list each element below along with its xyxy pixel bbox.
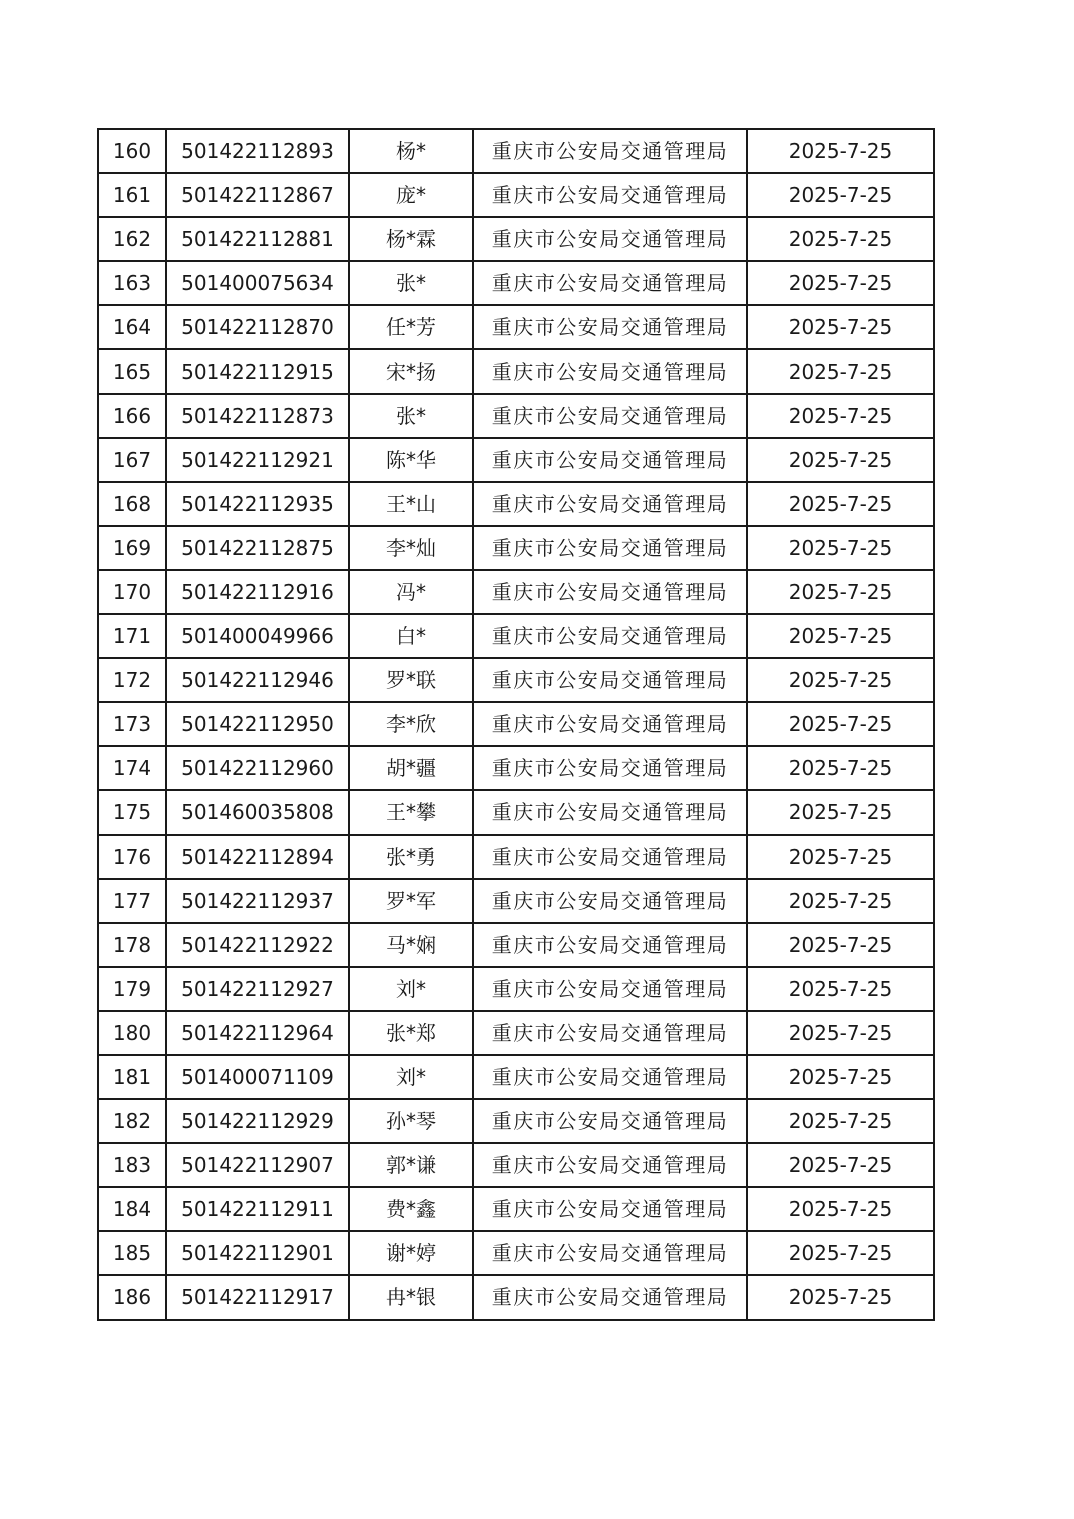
organization-cell: 重庆市公安局交通管理局: [473, 217, 747, 261]
table-row: [98, 349, 934, 393]
date-cell: 2025-7-25: [747, 482, 934, 526]
record-number-cell: 501422112935: [166, 482, 349, 526]
row-index-cell: 180: [98, 1011, 166, 1055]
organization-cell: 重庆市公安局交通管理局: [473, 1187, 747, 1231]
row-index-cell: 162: [98, 217, 166, 261]
table-row: [98, 1055, 934, 1099]
record-number-cell: 501422112960: [166, 746, 349, 790]
date-cell: 2025-7-25: [747, 394, 934, 438]
table-row: [98, 261, 934, 305]
organization-cell: 重庆市公安局交通管理局: [473, 349, 747, 393]
row-index-cell: 184: [98, 1187, 166, 1231]
organization-cell: 重庆市公安局交通管理局: [473, 1231, 747, 1275]
person-name-cell: 张*勇: [349, 835, 473, 879]
date-cell: 2025-7-25: [747, 923, 934, 967]
row-index-cell: 166: [98, 394, 166, 438]
organization-cell: 重庆市公安局交通管理局: [473, 746, 747, 790]
date-cell: 2025-7-25: [747, 526, 934, 570]
record-number-cell: 501422112867: [166, 173, 349, 217]
row-index-cell: 165: [98, 349, 166, 393]
date-cell: 2025-7-25: [747, 790, 934, 834]
record-number-cell: 501400075634: [166, 261, 349, 305]
table-row: [98, 438, 934, 482]
table-row: [98, 923, 934, 967]
record-number-cell: 501422112901: [166, 1231, 349, 1275]
organization-cell: 重庆市公安局交通管理局: [473, 438, 747, 482]
row-index-cell: 160: [98, 129, 166, 173]
records-table: [97, 128, 935, 1321]
row-index-cell: 173: [98, 702, 166, 746]
record-number-cell: 501422112873: [166, 394, 349, 438]
table-row: [98, 614, 934, 658]
table-row: [98, 1231, 934, 1275]
record-number-cell: 501460035808: [166, 790, 349, 834]
organization-cell: 重庆市公安局交通管理局: [473, 1055, 747, 1099]
record-number-cell: 501422112916: [166, 570, 349, 614]
organization-cell: 重庆市公安局交通管理局: [473, 394, 747, 438]
person-name-cell: 王*山: [349, 482, 473, 526]
record-number-cell: 501422112929: [166, 1099, 349, 1143]
row-index-cell: 176: [98, 835, 166, 879]
date-cell: 2025-7-25: [747, 614, 934, 658]
record-number-cell: 501422112881: [166, 217, 349, 261]
person-name-cell: 刘*: [349, 1055, 473, 1099]
person-name-cell: 张*: [349, 394, 473, 438]
table-row: [98, 967, 934, 1011]
record-number-cell: 501422112921: [166, 438, 349, 482]
row-index-cell: 181: [98, 1055, 166, 1099]
row-index-cell: 183: [98, 1143, 166, 1187]
row-index-cell: 182: [98, 1099, 166, 1143]
record-number-cell: 501422112964: [166, 1011, 349, 1055]
date-cell: 2025-7-25: [747, 570, 934, 614]
person-name-cell: 任*芳: [349, 305, 473, 349]
date-cell: 2025-7-25: [747, 879, 934, 923]
record-number-cell: 501422112870: [166, 305, 349, 349]
row-index-cell: 164: [98, 305, 166, 349]
person-name-cell: 庞*: [349, 173, 473, 217]
record-number-cell: 501422112946: [166, 658, 349, 702]
person-name-cell: 冉*银: [349, 1275, 473, 1319]
person-name-cell: 罗*军: [349, 879, 473, 923]
organization-cell: 重庆市公安局交通管理局: [473, 1099, 747, 1143]
person-name-cell: 宋*扬: [349, 349, 473, 393]
date-cell: 2025-7-25: [747, 349, 934, 393]
record-number-cell: 501422112893: [166, 129, 349, 173]
table-row: [98, 129, 934, 173]
organization-cell: 重庆市公安局交通管理局: [473, 129, 747, 173]
row-index-cell: 178: [98, 923, 166, 967]
table-row: [98, 394, 934, 438]
table-row: [98, 570, 934, 614]
organization-cell: 重庆市公安局交通管理局: [473, 261, 747, 305]
record-number-cell: 501422112911: [166, 1187, 349, 1231]
organization-cell: 重庆市公安局交通管理局: [473, 1275, 747, 1319]
person-name-cell: 冯*: [349, 570, 473, 614]
organization-cell: 重庆市公安局交通管理局: [473, 658, 747, 702]
record-number-cell: 501422112922: [166, 923, 349, 967]
date-cell: 2025-7-25: [747, 835, 934, 879]
row-index-cell: 172: [98, 658, 166, 702]
table-row: [98, 1275, 934, 1319]
person-name-cell: 谢*婷: [349, 1231, 473, 1275]
table-row: [98, 482, 934, 526]
organization-cell: 重庆市公安局交通管理局: [473, 1143, 747, 1187]
record-number-cell: 501422112917: [166, 1275, 349, 1319]
table-row: [98, 1143, 934, 1187]
record-number-cell: 501422112927: [166, 967, 349, 1011]
date-cell: 2025-7-25: [747, 1231, 934, 1275]
table-row: [98, 173, 934, 217]
person-name-cell: 张*郑: [349, 1011, 473, 1055]
table-row: [98, 746, 934, 790]
date-cell: 2025-7-25: [747, 261, 934, 305]
person-name-cell: 胡*疆: [349, 746, 473, 790]
row-index-cell: 179: [98, 967, 166, 1011]
person-name-cell: 孙*琴: [349, 1099, 473, 1143]
table-row: [98, 1187, 934, 1231]
table-row: [98, 526, 934, 570]
organization-cell: 重庆市公安局交通管理局: [473, 879, 747, 923]
person-name-cell: 马*娴: [349, 923, 473, 967]
organization-cell: 重庆市公安局交通管理局: [473, 923, 747, 967]
row-index-cell: 185: [98, 1231, 166, 1275]
date-cell: 2025-7-25: [747, 1143, 934, 1187]
table-row: [98, 835, 934, 879]
date-cell: 2025-7-25: [747, 1055, 934, 1099]
person-name-cell: 罗*联: [349, 658, 473, 702]
person-name-cell: 刘*: [349, 967, 473, 1011]
organization-cell: 重庆市公安局交通管理局: [473, 305, 747, 349]
record-number-cell: 501400049966: [166, 614, 349, 658]
person-name-cell: 郭*谦: [349, 1143, 473, 1187]
date-cell: 2025-7-25: [747, 173, 934, 217]
row-index-cell: 163: [98, 261, 166, 305]
date-cell: 2025-7-25: [747, 1011, 934, 1055]
person-name-cell: 李*欣: [349, 702, 473, 746]
person-name-cell: 王*攀: [349, 790, 473, 834]
row-index-cell: 175: [98, 790, 166, 834]
row-index-cell: 174: [98, 746, 166, 790]
record-number-cell: 501422112875: [166, 526, 349, 570]
table-row: [98, 790, 934, 834]
date-cell: 2025-7-25: [747, 658, 934, 702]
organization-cell: 重庆市公安局交通管理局: [473, 702, 747, 746]
record-number-cell: 501422112894: [166, 835, 349, 879]
row-index-cell: 169: [98, 526, 166, 570]
organization-cell: 重庆市公安局交通管理局: [473, 526, 747, 570]
row-index-cell: 168: [98, 482, 166, 526]
date-cell: 2025-7-25: [747, 305, 934, 349]
row-index-cell: 161: [98, 173, 166, 217]
person-name-cell: 陈*华: [349, 438, 473, 482]
row-index-cell: 171: [98, 614, 166, 658]
date-cell: 2025-7-25: [747, 702, 934, 746]
person-name-cell: 费*鑫: [349, 1187, 473, 1231]
table-row: [98, 217, 934, 261]
date-cell: 2025-7-25: [747, 1187, 934, 1231]
organization-cell: 重庆市公安局交通管理局: [473, 614, 747, 658]
table-row: [98, 305, 934, 349]
row-index-cell: 186: [98, 1275, 166, 1319]
organization-cell: 重庆市公安局交通管理局: [473, 570, 747, 614]
organization-cell: 重庆市公安局交通管理局: [473, 1011, 747, 1055]
record-number-cell: 501422112907: [166, 1143, 349, 1187]
date-cell: 2025-7-25: [747, 746, 934, 790]
record-number-cell: 501422112950: [166, 702, 349, 746]
row-index-cell: 167: [98, 438, 166, 482]
person-name-cell: 李*灿: [349, 526, 473, 570]
organization-cell: 重庆市公安局交通管理局: [473, 482, 747, 526]
date-cell: 2025-7-25: [747, 129, 934, 173]
organization-cell: 重庆市公安局交通管理局: [473, 967, 747, 1011]
person-name-cell: 杨*霖: [349, 217, 473, 261]
row-index-cell: 177: [98, 879, 166, 923]
table-row: [98, 1011, 934, 1055]
date-cell: 2025-7-25: [747, 1275, 934, 1319]
record-number-cell: 501422112915: [166, 349, 349, 393]
record-number-cell: 501400071109: [166, 1055, 349, 1099]
row-index-cell: 170: [98, 570, 166, 614]
person-name-cell: 杨*: [349, 129, 473, 173]
date-cell: 2025-7-25: [747, 967, 934, 1011]
table-row: [98, 879, 934, 923]
date-cell: 2025-7-25: [747, 217, 934, 261]
table-row: [98, 702, 934, 746]
records-table-body: [98, 129, 934, 1320]
person-name-cell: 张*: [349, 261, 473, 305]
date-cell: 2025-7-25: [747, 438, 934, 482]
organization-cell: 重庆市公安局交通管理局: [473, 173, 747, 217]
organization-cell: 重庆市公安局交通管理局: [473, 790, 747, 834]
record-number-cell: 501422112937: [166, 879, 349, 923]
table-row: [98, 1099, 934, 1143]
date-cell: 2025-7-25: [747, 1099, 934, 1143]
person-name-cell: 白*: [349, 614, 473, 658]
table-row: [98, 658, 934, 702]
organization-cell: 重庆市公安局交通管理局: [473, 835, 747, 879]
